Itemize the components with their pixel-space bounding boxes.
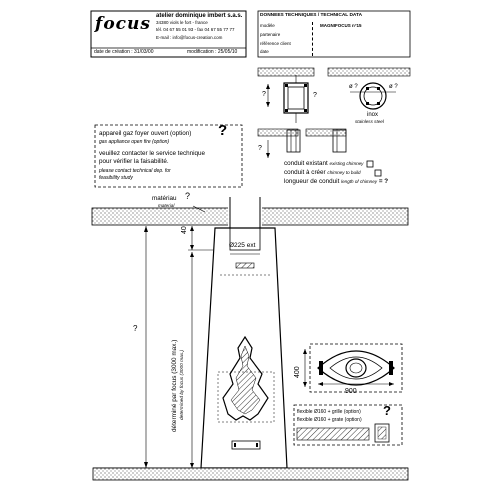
- vertical-dim-fr: déterminé par focus (3000 max.): [171, 339, 178, 432]
- gas-contact-fr-2: pour vérifier la faisabilité.: [99, 158, 169, 165]
- build-chimney-checkbox: [375, 170, 381, 176]
- modification-date: modification : 25/05/10: [187, 49, 238, 55]
- chimney-q-2: ?: [313, 92, 317, 99]
- inox-label: inox: [367, 112, 379, 118]
- chimney-diameter-q-1: ø ?: [349, 84, 358, 90]
- chimney-q-3: ?: [258, 145, 262, 152]
- dim-40: 40: [181, 226, 188, 234]
- plan-dim-400: 400: [294, 366, 301, 378]
- build-en: chimney to build: [327, 170, 361, 175]
- existing-fr: conduit existant: [284, 160, 328, 167]
- flex-option-en: flexible Ø160 + grate (option): [297, 417, 362, 423]
- model-label: modèle: [260, 23, 275, 28]
- flue-diameter: Ø225 ext: [229, 242, 256, 249]
- tech-field-separator: [312, 22, 314, 56]
- gas-question-mark: ?: [218, 122, 228, 139]
- build-chimney-label: [284, 170, 361, 176]
- tech-data-title: DONNEES TECHNIQUES / TECHNICAL DATA: [260, 13, 363, 18]
- chimney-q-1: ?: [262, 91, 266, 98]
- floor-slab: [93, 468, 408, 480]
- partner-label: partenaire: [260, 32, 281, 37]
- gas-title-fr: appareil gaz foyer ouvert (option): [99, 130, 192, 137]
- company-email: E-mail : info@focus-creation.com: [156, 35, 223, 40]
- material-question: ?: [185, 191, 191, 201]
- stainless-label: stainless steel: [355, 119, 384, 124]
- length-en: length of chimney: [341, 179, 378, 184]
- existing-chimney-checkbox: [367, 161, 373, 167]
- gas-contact-en-2: feasibility study: [99, 175, 133, 181]
- plan-dim-900: 900: [345, 388, 357, 395]
- existing-en: existing chimney: [329, 161, 364, 166]
- company-phone: tél. 04 67 55 01 93 - fax 04 67 55 77 77: [156, 27, 235, 32]
- length-value: = ?: [378, 178, 389, 185]
- material-label: matériau: [152, 195, 177, 202]
- gas-title-en: gas appliance open fire (option): [99, 139, 170, 145]
- build-fr: conduit à créer: [284, 169, 326, 176]
- flex-question: ?: [383, 403, 391, 418]
- date-label: date: [260, 49, 269, 54]
- length-fr: longueur de conduit: [284, 178, 340, 185]
- reference-label: référence client: [260, 41, 291, 46]
- material-label-en: material: [158, 203, 175, 208]
- company-address: 34380 viols le fort - france: [156, 20, 208, 25]
- creation-date: date de création : 31/03/00: [94, 49, 154, 55]
- company-name: atelier dominique imbert s.a.s.: [156, 13, 243, 19]
- chimney-length-label: [284, 179, 388, 185]
- chimney-diameter-q-2: ø ?: [389, 84, 398, 90]
- model-value: MAGNIFOCUS n°15: [320, 23, 362, 28]
- focus-logo: focus: [95, 14, 151, 34]
- existing-chimney-label: [284, 161, 363, 167]
- flex-option-fr: flexible Ø160 + grille (option): [297, 409, 361, 415]
- vertical-dim-en: determined by focus (3000 max.): [180, 349, 185, 420]
- gas-contact-fr-1: veuillez contacter le service technique: [99, 150, 206, 157]
- gas-contact-en-1: please contact technical dep. for: [99, 168, 171, 174]
- total-height-question: ?: [133, 324, 138, 333]
